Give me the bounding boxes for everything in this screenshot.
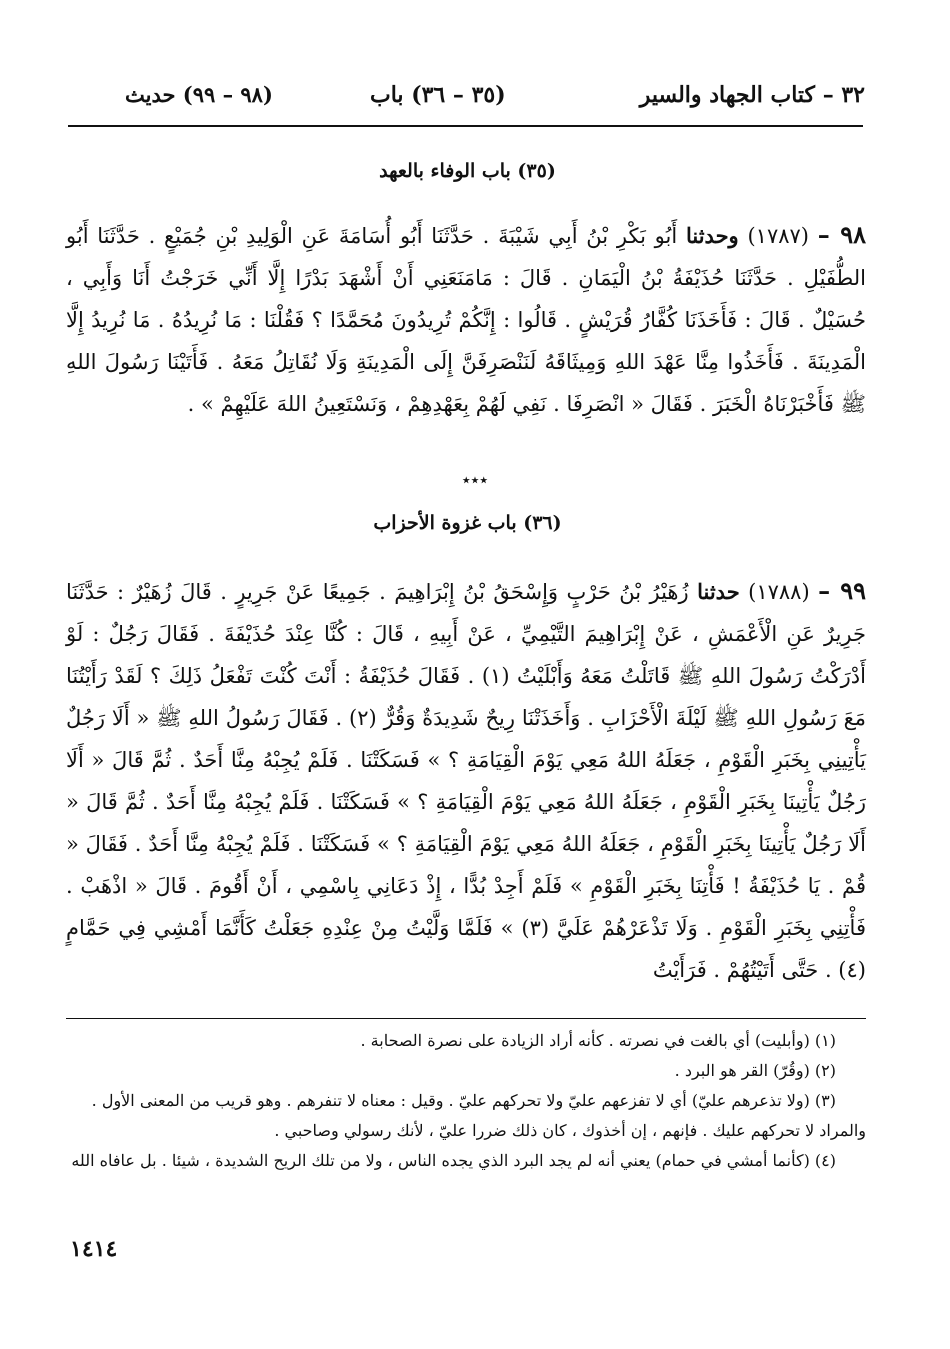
hadith-paragraph [66, 214, 866, 425]
footnotes [66, 1026, 866, 1176]
hadith-number: ٩٨ – [817, 220, 866, 249]
hadith-reference: (١٧٨٨) [748, 580, 810, 604]
hadith-paragraph [66, 570, 866, 991]
header-chapter-range: (٣٥ – ٣٦) باب [370, 82, 506, 108]
chapter-heading: (٣٦) باب غزوة الأحزاب [373, 512, 562, 534]
header-hadith-range: (٩٨ – ٩٩) حديث [125, 82, 273, 107]
header-divider [68, 125, 863, 127]
page-number-text: ١٤١٤ [70, 1236, 118, 1262]
running-header [70, 82, 865, 120]
header-book-title: ٣٢ – كتاب الجهاد والسير [639, 82, 865, 108]
narration-marker: حدثنا [697, 579, 740, 604]
footnote-continuation: والمراد لا تحركهم عليك . فإنهم ، إن أخذوك ، كان ذلك ضررا عليّ ، لأنك رسولي وصاحبي . [274, 1121, 866, 1140]
chapter-heading: (٣٥) باب الوفاء بالعهد [379, 160, 556, 182]
footnote-item: (٣) (ولا تذعرهم عليّ) أي لا تفزعهم عليّ ولا تحركهم عليّ . وقيل : معناه لا تنفرهم . وهو قريب من المعنى الأول . [91, 1091, 836, 1110]
section-separator: ٭٭٭ [461, 470, 489, 489]
hadith-number: ٩٩ – [818, 576, 866, 605]
narration-marker: وحدثنا [685, 223, 739, 248]
footnote-divider [66, 1018, 866, 1019]
footnote-item: (٢) (وقُرّ) القر هو البرد . [674, 1061, 836, 1080]
hadith-text: أَبُو بَكْرِ بْنُ أَبِي شَيْبَةَ . حَدَّثَنَا أَبُو أُسَامَةَ عَنِ الْوَلِيدِ بْنِ جُمَيْعٍ . حَدَّثَنَا أَبُو الطُّفَيْلِ . حَدَّثَنَا حُذَيْفَةُ بْنُ الْيَمَانِ . قَالَ : مَامَنَعَنِي أَنْ أَشْهَدَ بَدْرًا إِلَّا أَنِّي خَرَجْتُ أَنَا وَأَبِي ، حُسَيْلٌ . قَالَ : فَأَخَذَنَا كُفَّارُ قُرَيْشٍ . قَالُوا : إِنَّكُمْ تُرِيدُونَ مُحَمَّدًا ؟ فَقُلْنَا : مَا نُرِيدُهُ . مَا نُرِيدُ إِلَّا الْمَدِينَةَ . فَأَخَذُوا مِنَّا عَهْدَ اللهِ وَمِيثَاقَهُ لَنَنْصَرِفَنَّ إِلَى الْمَدِينَةِ وَلَا نُقَاتِلُ مَعَهُ . فَأَتَيْنَا رَسُولَ اللهِ ﷺ فَأَخْبَرْنَاهُ الْخَبَرَ . فَقَالَ « انْصَرِفَا . نَفِي لَهُمْ بِعَهْدِهِمْ ، وَنَسْتَعِينُ اللهَ عَلَيْهِمْ » . [66, 224, 866, 416]
page-number [70, 1236, 860, 1262]
footnote-item: (١) (وأبليت) أي بالغت في نصرته . كأنه أراد الزيادة على نصرة الصحابة . [360, 1031, 836, 1050]
hadith-reference: (١٧٨٧) [747, 224, 809, 248]
hadith-text: زُهَيْرُ بْنُ حَرْبٍ وَإِسْحَقُ بْنُ إِبْرَاهِيمَ . جَمِيعًا عَنْ جَرِيرٍ . قَالَ زُهَيْرٌ : حَدَّثَنَا جَرِيرٌ عَنِ الْأَعْمَشِ ، عَنْ إِبْرَاهِيمَ التَّيْمِيِّ ، عَنْ أَبِيهِ ، قَالَ : كُنَّا عِنْدَ حُذَيْفَةَ . فَقَالَ رَجُلٌ : لَوْ أَدْرَكْتُ رَسُولَ اللهِ ﷺ قَاتَلْتُ مَعَهُ وَأَبْلَيْتُ (١) . فَقَالَ حُذَيْفَةُ : أَنْتَ كُنْتَ تَفْعَلُ ذَلِكَ ؟ لَقَدْ رَأَيْتُنَا مَعَ رَسُولِ اللهِ ﷺ لَيْلَةَ الْأَحْزَابِ . وَأَخَذَتْنَا رِيحٌ شَدِيدَةٌ وَقُرٌّ (٢) . فَقَالَ رَسُولُ اللهِ ﷺ « أَلَا رَجُلٌ يَأْتِينِي بِخَبَرِ الْقَوْمِ ، جَعَلَهُ اللهُ مَعِي يَوْمَ الْقِيَامَةِ ؟ » فَسَكَتْنَا . فَلَمْ يُجِبْهُ مِنَّا أَحَدٌ . ثُمَّ قَالَ « أَلَا رَجُلٌ يَأْتِينَا بِخَبَرِ الْقَوْمِ ، جَعَلَهُ اللهُ مَعِي يَوْمَ الْقِيَامَةِ ؟ » فَسَكَتْنَا . فَلَمْ يُجِبْهُ مِنَّا أَحَدٌ . ثُمَّ قَالَ « أَلَا رَجُلٌ يَأْتِينَا بِخَبَرِ الْقَوْمِ ، جَعَلَهُ اللهُ مَعِي يَوْمَ الْقِيَامَةِ ؟ » فَسَكَتْنَا . فَلَمْ يُجِبْهُ مِنَّا أَحَدٌ . فَقَالَ « قُمْ . يَا حُذَيْفَةُ ! فَأْتِنَا بِخَبَرِ الْقَوْمِ » فَلَمْ أَجِدْ بُدًّا ، إِذْ دَعَانِي بِاسْمِي ، أَنْ أَقُومَ . قَالَ « اذْهَبْ . فَأْتِنِي بِخَبَرِ الْقَوْمِ . وَلَا تَذْعَرْهُمْ عَلَيَّ (٣) » فَلَمَّا وَلَّيْتُ مِنْ عِنْدِهِ جَعَلْتُ كَأَنَّمَا أَمْشِي فِي حَمَّامٍ (٤) . حَتَّى أَتَيْتُهُمْ . فَرَأَيْتُ [66, 580, 866, 982]
footnote-item: (٤) (كأنما أمشي في حمام) يعني أنه لم يجد البرد الذي يجده الناس ، ولا من تلك الريح الشديدة ، شيئا . بل عافاه الله [71, 1151, 836, 1170]
